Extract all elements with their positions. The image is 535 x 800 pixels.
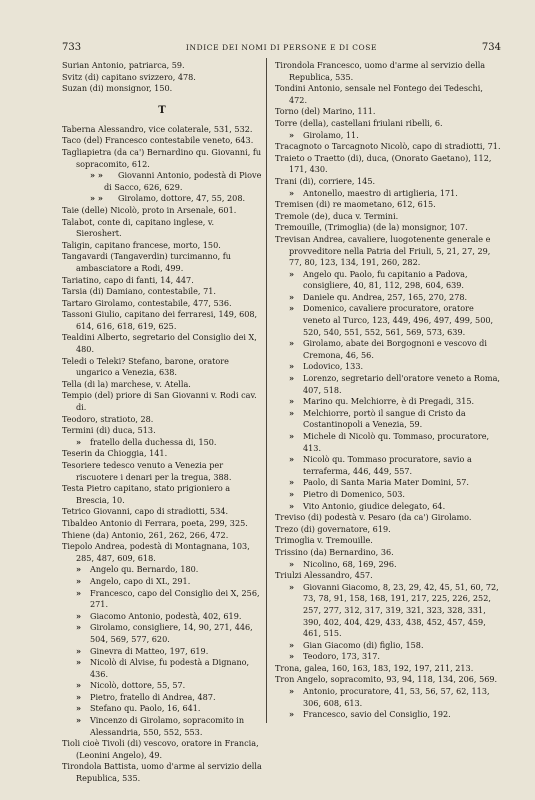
ditto-mark: » [76,575,82,586]
entry-text: Trevisan Andrea, cavaliere, luogotenente generale e provveditore nella Patria del Friuli, 5, 21, 27, 29, 77, 80, 123, 134, 191, 260, 282. [275,233,491,268]
index-entry [275,176,503,188]
entry-text: Tron Angelo, sopracomito, 93, 94, 118, 134, 206, 569. [275,674,498,685]
index-entry [275,709,503,721]
entry-text: Tassoni Giulio, capitano dei ferraresi, 149, 608, 614, 616, 618, 619, 625. [62,309,258,331]
entry-text: Treviso (di) podestà v. Pesaro (da ca') Girolamo. [275,512,472,523]
index-entry [275,211,503,223]
index-entry [62,309,262,332]
index-entry [62,425,262,437]
ditto-mark: » [289,338,295,349]
index-entry [275,338,503,361]
ditto-mark: » [76,657,82,668]
right-column [275,60,503,721]
index-entry [62,541,262,564]
entry-text: Teserin da Chioggia, 141. [62,448,168,459]
index-entry [275,234,503,269]
entry-text: Giovanni Antonio, podestà di Piove di Sacco, 626, 629. [104,170,262,192]
ditto-mark: » [289,268,295,279]
entry-text: Tirondola Francesco, uomo d'arme al servizio della Republica, 535. [275,60,486,82]
ditto-mark: » [76,564,82,575]
entry-text: Trani (di), corriere, 145. [275,175,376,186]
entry-text: Tremouille, (Trimoglia) (de la) monsignor, 107. [275,222,468,233]
index-entry [275,373,503,396]
index-entry [62,460,262,483]
ditto-mark: » [289,361,295,372]
index-entry [275,489,503,501]
index-entry [62,332,262,355]
index-entry [275,199,503,211]
index-entry [275,188,503,200]
index-entry [275,512,503,524]
entry-text: Nicolino, 68, 169, 296. [303,558,397,569]
entry-text: Vito Antonio, giudice delegato, 64. [303,500,446,511]
index-entry [62,715,262,738]
ditto-mark: » » [90,170,103,181]
index-entry [62,147,262,170]
entry-text: Nicolò qu. Tommaso procuratore, savio a terraferma, 446, 449, 557. [303,454,472,476]
ditto-mark: » [289,396,295,407]
ditto-mark: » [289,709,295,720]
entry-text: Tesoriere tedesco venuto a Venezia per riscuotere i denari per la tregua, 388. [62,460,232,482]
entry-text: Trezo (di) governatore, 619. [275,523,391,534]
index-entry [62,622,262,645]
entry-text: Tondini Antonio, sensale nel Fontego dei Tedeschi, 472. [275,83,483,105]
entry-text: Giovanni Giacomo, 8, 23, 29, 42, 45, 51, 60, 72, 73, 78, 91, 158, 168, 191, 217, 225, 226, 252, 257, 277, 312, 317, 319, 321, 323, 328, 331, 390, 402, 404, 429, 433, 438, 452, 457, 459, 461, 515. [303,581,499,639]
index-entry [275,454,503,477]
index-entry [62,286,262,298]
index-entry [62,611,262,623]
index-entry [275,408,503,431]
ditto-mark: » [76,436,82,447]
entry-text: Torno (del) Marino, 111. [275,106,376,117]
entry-text: Lorenzo, segretario dell'oratore veneto a Roma, 407, 518. [303,373,500,395]
left-entries-before [62,60,262,95]
index-entry [275,361,503,373]
ditto-mark: » [289,651,295,662]
ditto-mark: » [289,291,295,302]
index-entry [275,535,503,547]
index-entry [62,448,262,460]
index-entry [62,390,262,413]
index-entry [62,703,262,715]
index-entry [62,193,262,205]
entry-text: Tartaro Girolamo, contestabile, 477, 536. [62,297,232,308]
entry-text: Francesco, savio del Consiglio, 192. [303,709,451,720]
entry-text: Tetrico Giovanni, capo di stradiotti, 534. [62,506,229,517]
index-entry [275,118,503,130]
entry-text: Trissino (da) Bernardino, 36. [275,546,394,557]
index-entry [275,674,503,686]
entry-text: Domenico, cavaliere procuratore, oratore veneto al Turco, 123, 449, 496, 497, 499, 500, 520, 540, 551, 552, 561, 569, 573, 639. [303,303,494,337]
index-entry [62,135,262,147]
ditto-mark: » [289,407,295,418]
index-entry [62,437,262,449]
section-letter: T [158,104,166,116]
ditto-mark: » [289,581,295,592]
entry-text: Tagliapietra (da ca') Bernardino qu. Giovanni, fu sopracomito, 612. [62,146,262,169]
entry-text: Termini (di) duca, 513. [62,425,156,436]
entry-text: Tariatino, capo di fanti, 14, 447. [62,274,194,285]
ditto-mark: » [289,488,295,499]
index-entry [62,414,262,426]
index-entry [62,60,262,72]
entry-text: Angelo qu. Bernardo, 180. [90,564,199,575]
index-entry [62,72,262,84]
index-entry [62,564,262,576]
ditto-mark: » » [90,193,103,204]
index-entry [275,477,503,489]
index-entry [275,222,503,234]
index-entry [275,269,503,292]
ditto-mark: » [76,703,82,714]
ditto-mark: » [289,187,295,198]
index-entry [275,292,503,304]
ditto-mark: » [289,303,295,314]
index-entry [275,501,503,513]
index-entry [62,680,262,692]
index-entry [275,640,503,652]
entry-text: Girolamo, dottore, 47, 55, 208. [118,193,246,204]
index-entry [275,686,503,709]
entry-text: Lodovico, 133. [303,361,364,372]
index-entry [62,518,262,530]
entry-text: Ginevra di Matteo, 197, 619. [90,645,209,656]
entry-text: Pietro, fratello di Andrea, 487. [90,691,216,702]
entry-text: Tirondola Battista, uomo d'arme al servizio della Republica, 535. [62,761,262,784]
index-entry [62,298,262,310]
page-number-right: 734 [481,42,501,53]
index-entry [275,582,503,640]
ditto-mark: » [289,558,295,569]
ditto-mark: » [289,477,295,488]
entry-text: Surian Antonio, patriarca, 59. [62,60,185,70]
entry-text: Thiene (da) Antonio, 261, 262, 266, 472. [62,529,229,540]
page-header [62,42,501,56]
index-entry [275,547,503,559]
index-entry [275,153,503,176]
entry-text: Antonello, maestro di artiglieria, 171. [303,187,458,198]
left-column [62,60,262,785]
entry-text: Michele di Nicolò qu. Tommaso, procuratore, 413. [303,431,490,453]
entry-text: Taco (del) Francesco contestabile veneto, 643. [62,135,254,146]
ditto-mark: » [76,645,82,656]
entry-text: Taie (delle) Nicolò, proto in Arsenale, 601. [62,204,237,215]
ditto-mark: » [289,454,295,465]
index-entry [62,576,262,588]
right-entries [275,60,503,721]
left-entries-after [62,124,262,785]
index-entry [62,240,262,252]
entry-text: Tarsia (di) Damiano, contestabile, 71. [62,286,216,297]
ditto-mark: » [289,639,295,650]
entry-text: Trimoglia v. Tremouille. [275,535,373,546]
entry-text: Francesco, capo del Consiglio dei X, 256, 271. [90,587,260,610]
running-title: INDICE DEI NOMI DI PERSONE E DI COSE [185,43,378,52]
entry-text: Traieto o Traetto (di), duca, (Onorato Gaetano), 112, 171, 430. [275,152,492,175]
entry-text: Nicolò di Alvise, fu podestà a Dignano, 436. [90,657,250,679]
entry-text: Marino qu. Melchiorre, è di Pregadi, 315. [303,396,475,407]
entry-text: Tealdini Alberto, segretario del Consiglio dei X, 480. [62,332,257,355]
index-entry [62,205,262,217]
index-entry [275,83,503,106]
entry-text: Tella (di la) marchese, v. Atella. [62,378,191,389]
index-entry [275,141,503,153]
entry-text: Giacomo Antonio, podestà, 402, 619. [90,610,242,621]
index-entry [275,60,503,83]
entry-text: Antonio, procuratore, 41, 53, 56, 57, 62, 113, 306, 608, 613. [303,686,490,708]
index-entry [62,379,262,391]
index-entry [62,530,262,542]
index-entry [275,303,503,338]
index-entry [275,663,503,675]
entry-text: Girolamo, consigliere, 14, 90, 271, 446, 504, 569, 577, 620. [90,622,253,644]
index-entry [62,83,262,95]
entry-text: Nicolò, dottore, 55, 57. [90,680,186,691]
column-divider [266,58,267,723]
entry-text: Angelo, capo di XL, 291. [90,575,191,586]
entry-text: Suzan (di) monsignor, 150. [62,83,173,94]
index-entry [275,431,503,454]
index-entry [62,356,262,379]
entry-text: Taligin, capitano francese, morto, 150. [62,239,221,250]
index-entry [62,761,262,784]
index-entry [275,559,503,571]
entry-text: Angelo qu. Paolo, fu capitanio a Padova, consigliere, 40, 81, 112, 298, 604, 639. [303,268,468,291]
ditto-mark: » [289,129,295,140]
ditto-mark: » [76,587,82,598]
index-entry [62,483,262,506]
entry-text: Teodoro, 173, 317. [303,651,380,662]
entry-text: Girolamo, 11. [303,129,359,140]
index-entry [62,170,262,193]
entry-text: Tiepolo Andrea, podestà di Montagnana, 103, 285, 487, 609, 618. [62,541,250,563]
entry-text: Tibaldeo Antonio di Ferrara, poeta, 299, 325. [62,517,248,528]
index-entry [275,130,503,142]
entry-text: fratello della duchessa di, 150. [90,436,217,447]
index-entry [62,251,262,274]
entry-text: Stefano qu. Paolo, 16, 641. [90,703,201,714]
entry-text: Taberna Alessandro, vice colaterale, 531, 532. [62,123,253,134]
entry-text: Paolo, di Santa Maria Mater Domini, 57. [303,477,469,488]
index-entry [62,275,262,287]
entry-text: Tremole (de), duca v. Termini. [275,210,399,221]
entry-text: Torre (della), castellani friulani ribelli, 6. [275,117,443,128]
ditto-mark: » [76,680,82,691]
index-entry [62,588,262,611]
ditto-mark: » [76,691,82,702]
ditto-mark: » [76,610,82,621]
ditto-mark: » [289,686,295,697]
entry-text: Talabot, conte di, capitano inglese, v. Sieroshert. [62,216,215,239]
ditto-mark: » [76,715,82,726]
index-entry [62,124,262,136]
entry-text: Gian Giacomo (di) figlio, 158. [303,639,424,650]
entry-text: Svitz (di) capitano svizzero, 478. [62,71,196,82]
entry-text: Vincenzo di Girolamo, sopracomito in Alessandria, 550, 552, 553. [90,715,245,737]
entry-text: Testa Pietro capitano, stato prigioniero a Brescia, 10. [62,483,231,505]
index-entry [62,217,262,240]
ditto-mark: » [289,500,295,511]
index-entry [275,570,503,582]
entry-text: Teledi o Teleki? Stefano, barone, oratore ungarico a Venezia, 638. [62,355,229,378]
entry-text: Tempio (del) priore di San Giovanni v. Rodi cav. di. [62,390,257,413]
index-entry [62,738,262,761]
ditto-mark: » [289,373,295,384]
entry-text: Tremisen (di) re maometano, 612, 615. [275,199,436,210]
index-entry [275,524,503,536]
entry-text: Trona, galea, 160, 163, 183, 192, 197, 211, 213. [275,662,474,673]
entry-text: Triulzi Alessandro, 457. [275,570,373,581]
entry-text: Girolamo, abate dei Borgognoni e vescovo di Cremona, 46, 56. [303,338,487,360]
entry-text: Daniele qu. Andrea, 257, 165, 270, 278. [303,291,468,302]
index-entry [275,106,503,118]
index-entry [62,692,262,704]
entry-text: Tracagnoto o Tarcagnoto Nicolò, capo di stradiotti, 71. [275,141,501,152]
index-entry [62,657,262,680]
entry-text: Teodoro, stratioto, 28. [62,413,154,424]
page-number-left: 733 [62,42,82,53]
entry-text: Melchiorre, portò il sangue di Cristo da Costantinopoli a Venezia, 59. [303,407,466,430]
ditto-mark: » [289,431,295,441]
entry-text: Tioli cioè Tivoli (di) vescovo, oratore in Francia, (Leonini Angelo), 49. [62,738,259,760]
entry-text: Tangavardi (Tangaverdin) turcimanno, fu ambasciatore a Rodi, 499. [62,251,231,273]
index-entry [62,506,262,518]
ditto-mark: » [76,622,82,633]
index-entry [275,396,503,408]
entry-text: Pietro di Domenico, 503. [303,488,405,499]
index-entry [275,651,503,663]
index-entry [62,646,262,658]
